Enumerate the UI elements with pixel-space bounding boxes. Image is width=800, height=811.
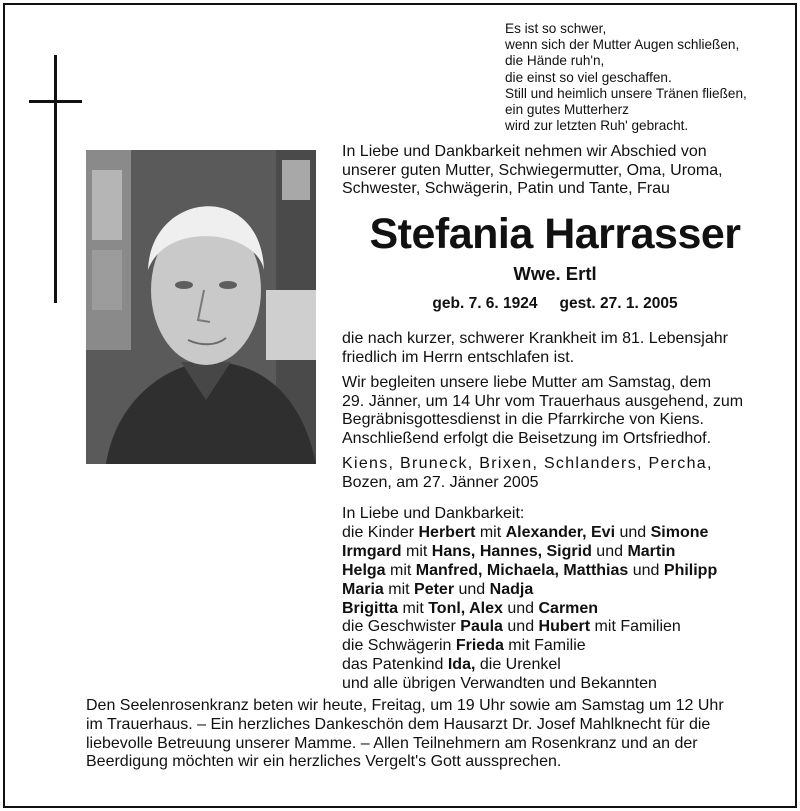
deceased-name: Stefania Harrasser [369,210,741,258]
family-line [342,562,768,581]
widow-name: Wwe. Ertl [513,263,597,284]
intro-text [342,143,768,199]
portrait-illustration [86,150,316,464]
portrait-photo [86,150,316,464]
intro-line: Schwester, Schwägerin, Patin und Tante, Frau [342,180,670,197]
family-text: die Schwägerin [342,637,456,655]
death-date: gest. 27. 1. 2005 [559,295,678,312]
family-text: und [454,580,490,598]
places-date [342,455,768,492]
funeral-line: Begräbnisgottesdienst in die Pfarrkirche von Kiens. [342,411,704,428]
family-name: Ida, [447,656,476,674]
poem-line: die Hände ruh'n, [505,53,605,69]
family-name: Simone [650,523,709,541]
family-text: mit [385,561,416,579]
family-text: und [502,618,539,636]
intro-line: In Liebe und Dankbarkeit nehmen wir Abschied von [342,143,707,160]
life-dates [342,294,768,314]
family-line [342,524,768,543]
poem-line: Es ist so schwer, [505,21,607,36]
family-line [342,543,768,562]
family-name: Brigitta [342,599,398,617]
family-line [342,581,768,600]
family-name: Irmgard [342,542,402,560]
funeral-line: Wir begleiten unsere liebe Mutter am Samstag, dem [342,374,712,391]
family-text: mit Familie [503,637,586,655]
family-name: Hubert [538,618,591,636]
family-name: Manfred, Michaela, Matthias [415,561,629,579]
places-line: Kiens, Bruneck, Brixen, Schlanders, Percha, [342,455,713,472]
family-name: Philipp [663,561,718,579]
family-text: das Patenkind [342,656,448,674]
family-line: und alle übrigen Verwandten und Bekannten [342,675,657,693]
family-line [342,637,768,656]
closing-line: Beerdigung möchten wir ein herzliches Vergelt's Gott aussprechen. [86,753,562,771]
passing-line: friedlich im Herrn entschlafen ist. [342,348,575,366]
poem-line: wird zur letzten Ruh' gebracht. [505,118,689,134]
family-name: Maria [342,580,384,598]
closing-line: liebevolle Betreuung unserer Mamme. – Allen Teilnehmern am Rosenkranz und an der [86,734,698,752]
family-name: Carmen [538,599,599,617]
family-line [342,618,768,637]
family-header: In Liebe und Dankbarkeit: [342,505,525,522]
family-name: Paula [460,618,503,636]
family-name: Alexander, Evi [505,523,616,541]
family-name: Frieda [455,637,504,655]
family-text: und [591,542,628,560]
family-text: mit [475,523,506,541]
family-name: Peter [414,580,455,598]
funeral-line: 29. Jänner, um 14 Uhr vom Trauerhaus ausgehend, zum [342,392,744,410]
family-name: Tonl, Alex [428,599,503,617]
family-text: mit [383,580,415,598]
poem-line: die einst so viel geschaffen. [505,69,672,85]
family-line [342,600,768,619]
family-name: Herbert [418,523,476,541]
family-name: Nadja [489,580,534,598]
closing-line: im Trauerhaus. – Ein herzliches Dankeschön dem Hausarzt Dr. Josef Mahlknecht für die [86,715,711,733]
family-list [342,505,768,694]
closing-line: Den Seelenrosenkranz beten wir heute, Freitag, um 19 Uhr sowie am Samstag um 12 Uhr [86,697,724,714]
memorial-poem [505,21,790,134]
cross-icon-horizontal [29,100,82,103]
funeral-line: Anschließend erfolgt die Beisetzung im Ortsfriedhof. [342,429,712,447]
family-text: mit [398,599,429,617]
family-name: Hans, Hannes, Sigrid [431,542,592,560]
poem-line: Still und heimlich unsere Tränen fließen, [505,85,747,101]
places-line: Bozen, am 27. Jänner 2005 [342,473,539,491]
family-text: die Kinder [342,523,419,541]
family-text: und [628,561,664,579]
family-text: die Urenkel [475,656,561,674]
family-text: mit Familien [590,618,681,636]
intro-line: unserer guten Mutter, Schwiegermutter, Oma, Uroma, [342,161,723,179]
family-name: Martin [627,542,676,560]
family-text: und [502,599,539,617]
cross-icon-vertical [54,55,57,303]
funeral-text [342,374,768,448]
birth-date: geb. 7. 6. 1924 [432,295,538,312]
poem-line: ein gutes Mutterherz [505,102,629,118]
family-text: die Geschwister [342,618,461,636]
closing-text [86,697,776,772]
passing-text [342,330,768,367]
family-text: mit [401,542,432,560]
family-text: und [615,523,651,541]
family-line [342,656,768,675]
family-name: Helga [342,561,386,579]
passing-line: die nach kurzer, schwerer Krankheit im 81. Lebensjahr [342,330,728,347]
poem-line: wenn sich der Mutter Augen schließen, [505,37,740,53]
